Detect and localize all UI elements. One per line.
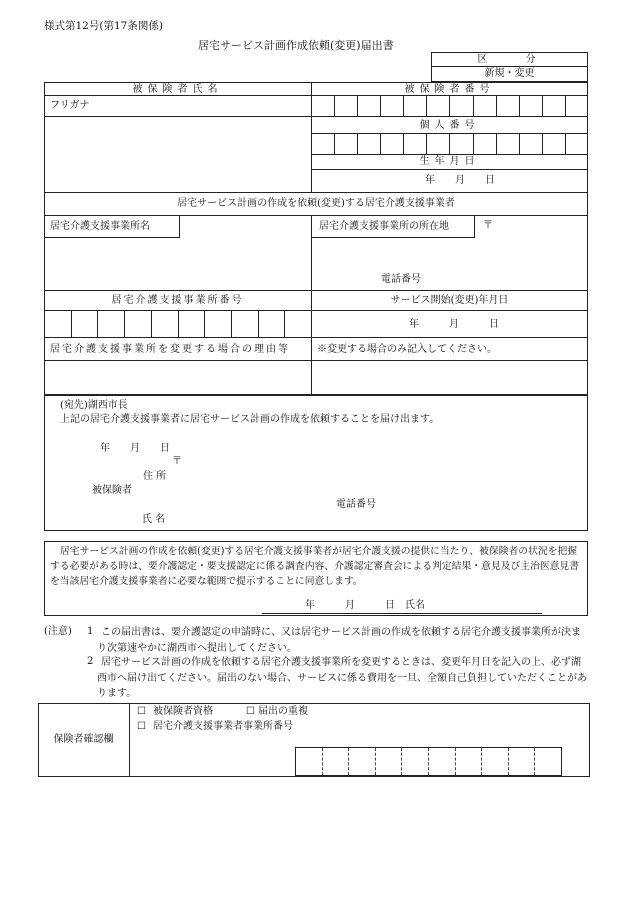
checkbox-duplicate[interactable]: ☐ bbox=[246, 706, 255, 717]
office-address-label: 居宅介護支援事業所の所在地 bbox=[319, 221, 449, 232]
change-reason-field[interactable] bbox=[50, 363, 582, 393]
office-phone-label: 電話番号 bbox=[381, 274, 421, 285]
postal-mark: 〒 bbox=[483, 220, 493, 231]
consent-signature[interactable]: 年 月 日 氏名 bbox=[305, 600, 425, 611]
insured-name-header: 被保険者氏名 bbox=[132, 84, 223, 95]
note-1-number: 1 bbox=[87, 626, 94, 637]
option-duplicate-label: 届出の重複 bbox=[258, 706, 308, 717]
declaration-statement: 上記の居宅介護支援事業者に居宅サービス計画の作成を依頼することを届け出ます。 bbox=[60, 414, 440, 425]
insured-name-field[interactable] bbox=[50, 118, 305, 190]
name-label: 氏 名 bbox=[142, 514, 166, 525]
option-qualification-label: 被保険者資格 bbox=[153, 706, 213, 717]
insurer-check-label: 保険者確認欄 bbox=[53, 734, 114, 745]
note-2-text: 居宅サービス計画の作成を依頼する居宅介護支援事業所を変更するときは、変更年月日を記入の上、必ず湖西市へ届け出てください。届出のない場合、サービスに係る費用を一旦、全額自己負担していただくことがあります。 bbox=[97, 657, 587, 699]
provider-section-title: 居宅サービス計画の作成を依頼(変更)する居宅介護支援事業者 bbox=[177, 198, 455, 209]
birth-date-header: 生年月日 bbox=[419, 156, 480, 167]
consent-text: 居宅サービス計画の作成を依頼(変更)する居宅介護支援事業者が居宅介護支援の提供に当たり、被保険者の状況を把握する必要がある時は、要介護認定・要支援認定に係る調査内容、介護認定審査会による判定結果・意見及び主治医意見書を当該居宅介護支援事業者に必要な範囲で提示することに同意します。 bbox=[50, 546, 580, 588]
personal-number-header: 個人番号 bbox=[419, 120, 480, 131]
note-1-text: この届出書は、要介護認定の申請時に、又は居宅サービス計画の作成を依頼する居宅介護支援事業所が決まり次第速やかに湖西市へ提出してください。 bbox=[97, 627, 581, 654]
declaration-date[interactable]: 年 月 日 bbox=[100, 443, 170, 454]
form-title: 居宅サービス計画作成依頼(変更)届出書 bbox=[198, 39, 394, 52]
option-office-number-label: 居宅介護支援事業者事業所番号 bbox=[153, 721, 293, 732]
office-number-header: 居宅介護支援事業所番号 bbox=[111, 295, 244, 306]
change-reason-label: 居宅介護支援事業所を変更する場合の理由等 bbox=[50, 344, 290, 355]
note-2-number: 2 bbox=[87, 656, 94, 667]
checkbox-office-number[interactable]: ☐ bbox=[137, 721, 146, 732]
insurer-office-number-cells[interactable] bbox=[296, 748, 561, 775]
classification-value[interactable]: 新規・変更 bbox=[484, 68, 535, 79]
office-name-field[interactable] bbox=[50, 242, 305, 287]
insured-label: 被保険者 bbox=[92, 485, 132, 496]
change-reason-note: ※変更する場合のみ記入してください。 bbox=[317, 344, 497, 355]
insured-number-cells[interactable] bbox=[312, 96, 588, 116]
checkbox-qualification[interactable]: ☐ bbox=[137, 706, 146, 717]
notes-label: (注意) bbox=[44, 626, 72, 637]
classification-label: 区 分 bbox=[477, 54, 542, 65]
office-name-label: 居宅介護支援事業所名 bbox=[50, 221, 150, 232]
form-number: 様式第12号(第17条関係) bbox=[44, 20, 163, 32]
office-number-cells[interactable] bbox=[45, 311, 311, 337]
address-label: 住 所 bbox=[143, 471, 167, 482]
office-address-field[interactable] bbox=[320, 242, 582, 270]
addressee: (宛先)湖西市長 bbox=[60, 400, 128, 411]
service-start-header: サービス開始(変更)年月日 bbox=[390, 295, 509, 306]
insured-number-header: 被保険者番号 bbox=[404, 84, 495, 95]
declaration-phone-label: 電話番号 bbox=[336, 499, 376, 510]
personal-number-cells[interactable] bbox=[312, 134, 588, 154]
birth-date-field[interactable]: 年 月 日 bbox=[425, 175, 495, 186]
service-start-field[interactable]: 年 月 日 bbox=[409, 319, 499, 330]
furigana-label: フリガナ bbox=[50, 100, 90, 111]
declaration-postal-mark: 〒 bbox=[172, 456, 182, 467]
